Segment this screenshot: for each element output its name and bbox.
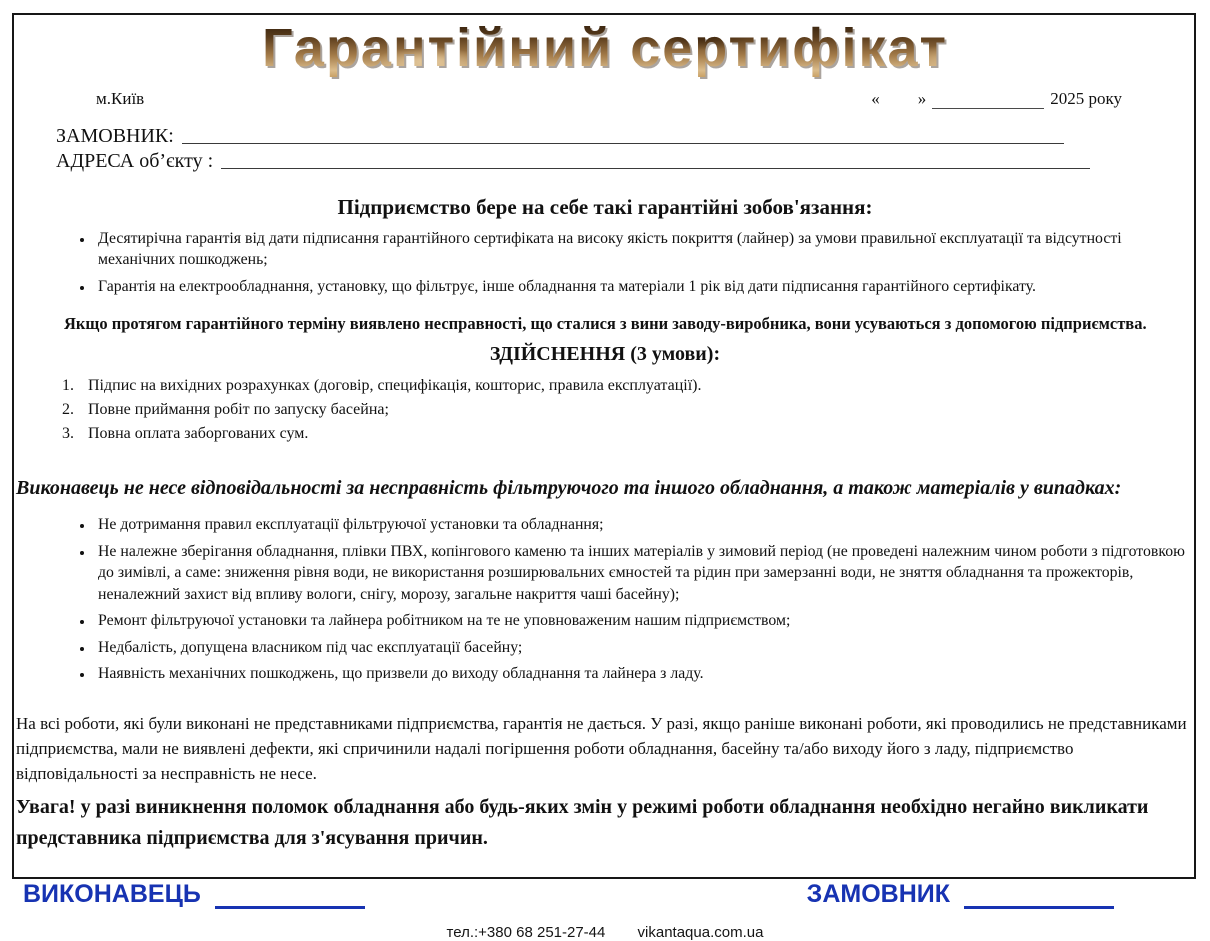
city-date-row (96, 89, 1122, 109)
customer-signature (807, 880, 1114, 909)
address-field-row (56, 150, 1194, 173)
list-item: 2. Повне приймання робіт по запуску басейна; (78, 398, 1194, 421)
date-month-blank (932, 93, 1044, 109)
obligations-heading: Підприємство бере на себе такі гарантійні зобов'язання: (337, 194, 873, 219)
customer-signature-label: ЗАМОВНИК (806, 879, 950, 908)
signatures-row (16, 880, 1194, 909)
customer-fill-line (182, 127, 1064, 144)
conditions-list (16, 374, 1194, 445)
document-title: Гарантійний сертифікат (16, 20, 1194, 77)
list-item: • Не належне зберігання обладнання, плівки ПВХ, копінгового каменю та інших матеріалів у зимовий період (не проведені належним чином роботи з підготовкою до зимівлі, а саме: зниження рівня води, не використання розширювальних ємностей та рідин при замерзанні води, не зняття обладнання та прожекторів, неналежний захист від впливу вологи, снігу, морозу, загальне накриття чаші басейну); (94, 541, 1194, 606)
list-item: • Наявність механічних пошкоджень, що призвели до виходу обладнання та лайнера з ладу. (94, 663, 1194, 685)
list-item: • Ремонт фільтруючої установки та лайнера робітником на те не уповноваженим нашим підприємством; (94, 610, 1194, 632)
address-fill-line (221, 152, 1090, 169)
list-item: 3. Повна оплата заборгованих сум. (78, 422, 1194, 445)
list-item: • Недбалість, допущена власником під час експлуатації басейну; (94, 637, 1194, 659)
date-line (871, 89, 1122, 109)
certificate-document (16, 0, 1194, 941)
no-warranty-paragraph: На всі роботи, які були виконані не представниками підприємства, гарантія не дається. У разі, якщо раніше виконані роботи, які проводились не представниками підприємства, мали не виявлені дефекти, які спричинили надалі погіршення роботи обладнання, басейну та/або виходу його з ладу, підприємство відповідальності за несправність не несе. (16, 713, 1187, 783)
footer-contacts (16, 924, 1194, 941)
executor-label: ВИКОНАВЕЦЬ (23, 879, 201, 908)
customer-field-row (56, 125, 1194, 148)
implementation-heading: ЗДІЙСНЕННЯ (3 умови): (489, 343, 721, 366)
list-item: • Десятирічна гарантія від дати підписання гарантійного сертифіката на високу якість покриття (лайнер) за умови правильної експлуатації та відсутності механічних пошкоджень; (94, 228, 1194, 271)
year-label: 2025 року (1050, 88, 1122, 108)
disclaimer-list (16, 514, 1194, 685)
executor-signature-line (215, 886, 365, 909)
address-label: АДРЕСА об’єкту : (56, 149, 214, 172)
website-text: vikantaqua.com.ua (637, 923, 764, 941)
phone-number: тел.:+380 68 251-27-44 (446, 923, 606, 941)
city-label: м.Київ (96, 88, 145, 108)
quote-open: « (871, 88, 880, 108)
quote-close: » (917, 88, 927, 108)
list-item: 1. Підпис на вихідних розрахунках (договір, специфікація, кошторис, правила експлуатації). (78, 374, 1194, 397)
customer-label: ЗАМОВНИК: (56, 124, 174, 147)
attention-paragraph: Увага! у разі виникнення поломок обладнання або будь-яких змін у режимі роботи обладнання необхідно негайно викликати представника підприємства для з'ясування причин. (16, 795, 1149, 849)
repair-note-paragraph: Якщо протягом гарантійного терміну виявлено несправності, що сталися з вини заводу-виробника, вони усуваються з допомогою підприємства. (64, 314, 1147, 334)
list-item: • Гарантія на електрообладнання, установку, що фільтрує, інше обладнання та матеріали 1 рік від дати підписання гарантійного сертифікату. (94, 276, 1194, 298)
obligations-list (16, 228, 1194, 298)
customer-signature-line (964, 886, 1114, 909)
executor-signature (23, 880, 365, 909)
disclaimer-heading: Виконавець не несе відповідальності за несправність фільтруючого та іншого обладнання, а також матеріалів у випадках: (16, 477, 1122, 500)
list-item: • Не дотримання правил експлуатації фільтруючої установки та обладнання; (94, 514, 1194, 536)
